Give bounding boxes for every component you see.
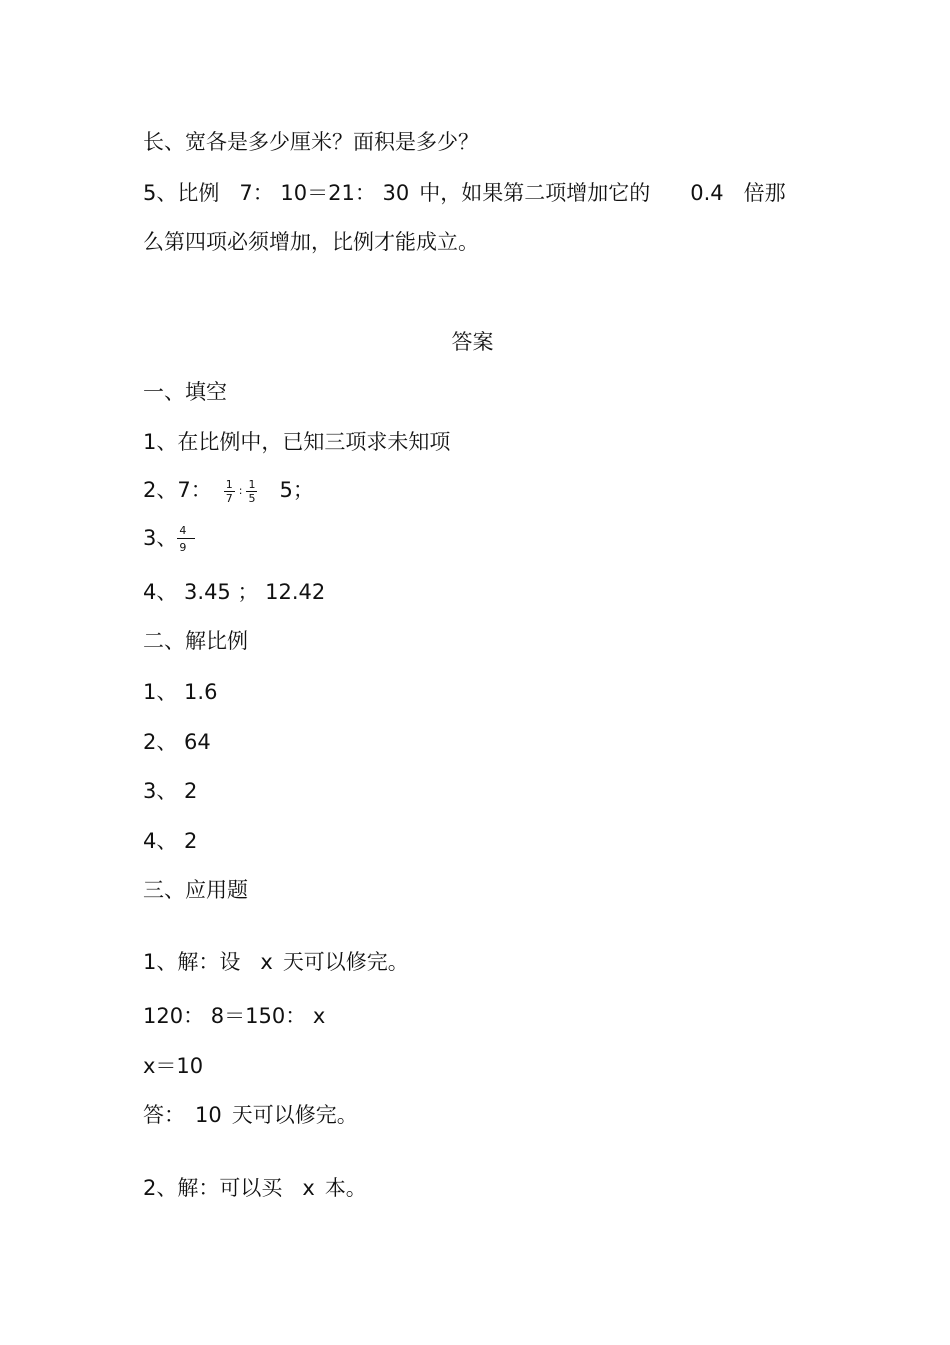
question-5-text-end: 倍那: [743, 181, 786, 205]
section-2-heading-text: 二、解比例: [143, 629, 248, 653]
section-1-heading-text: 一、填空: [143, 380, 227, 404]
question-4-tail: [143, 128, 479, 156]
answer-2-4: [143, 827, 197, 855]
answer-1-4-text: 4、 3.45 ； 12.42: [143, 580, 326, 604]
question-5-ratio: 7： 10＝21： 30: [239, 181, 410, 205]
answer-2-3-text: 3、 2: [143, 779, 198, 803]
answer-3-1-variable: x: [260, 950, 273, 974]
answer-3-1-suffix: 天可以修完。: [282, 950, 409, 974]
answer-3-1-solution: [143, 1052, 203, 1080]
fraction-one-fifth: [246, 478, 257, 505]
answer-3-1-prefix: 1、解：设: [143, 950, 241, 974]
section-3-heading-text: 三、应用题: [143, 878, 248, 902]
fraction-one-seventh: [224, 478, 235, 505]
question-5-label: 5、比例: [143, 181, 220, 205]
section-1-heading: [143, 378, 227, 406]
fraction-denominator: 5: [248, 491, 256, 505]
answers-title: 答案: [451, 330, 494, 354]
answer-2-1: [143, 678, 217, 706]
answer-2-2: [143, 728, 211, 756]
answer-3-1-solution-text: x＝10: [143, 1054, 204, 1078]
answer-3-1-answer-prefix: 答：: [143, 1103, 185, 1127]
fraction-denominator: 9: [179, 541, 187, 554]
answer-1-3-prefix: 3、: [143, 526, 178, 550]
question-5-value: 0.4: [690, 181, 724, 205]
fraction-four-ninths: [177, 524, 195, 554]
question-4-tail-text: 长、宽各是多少厘米？面积是多少？: [143, 130, 479, 154]
answer-2-2-text: 2、 64: [143, 730, 211, 754]
answer-2-1-text: 1、 1.6: [143, 680, 218, 704]
answer-3-1-answer-suffix: 天可以修完。: [231, 1103, 358, 1127]
question-5-line-1: [143, 179, 786, 207]
fraction-numerator: 4: [179, 524, 187, 537]
answer-3-1-answer: [143, 1101, 358, 1129]
answer-1-3: [143, 524, 195, 554]
answer-1-2-prefix: 2、7：: [143, 478, 212, 502]
section-2-heading: [143, 627, 248, 655]
answer-3-1-setup: [143, 948, 409, 976]
fraction-numerator: 1: [225, 477, 233, 491]
answer-3-1-answer-value: 10: [195, 1103, 222, 1127]
fraction-bar: [177, 538, 195, 539]
answer-2-4-text: 4、 2: [143, 829, 198, 853]
answer-1-4: [143, 578, 325, 606]
answer-1-2: [143, 476, 314, 505]
fraction-denominator: 7: [225, 491, 233, 505]
answer-2-3: [143, 777, 197, 805]
answer-3-2-suffix: 本。: [324, 1176, 367, 1200]
answer-1-1: [143, 428, 450, 456]
answer-3-1-equation: [143, 1002, 325, 1030]
section-3-heading: [143, 876, 248, 904]
question-5-line-2: [143, 228, 479, 256]
fraction-colon: :: [238, 484, 243, 497]
answer-3-2-variable: x: [302, 1176, 315, 1200]
answer-3-2-prefix: 2、解：可以买: [143, 1176, 283, 1200]
answer-1-1-text: 1、在比例中，已知三项求未知项: [143, 430, 451, 454]
answer-3-2-setup: [143, 1174, 367, 1202]
fraction-numerator: 1: [248, 477, 256, 491]
answer-3-1-equation-text: 120： 8＝150： x: [143, 1004, 326, 1028]
question-5-text: 中，如果第二项增加它的: [419, 181, 651, 205]
answer-1-2-suffix: 5；: [279, 478, 314, 502]
question-5-text-line-2: 么第四项必须增加，比例才能成立。: [143, 230, 479, 254]
